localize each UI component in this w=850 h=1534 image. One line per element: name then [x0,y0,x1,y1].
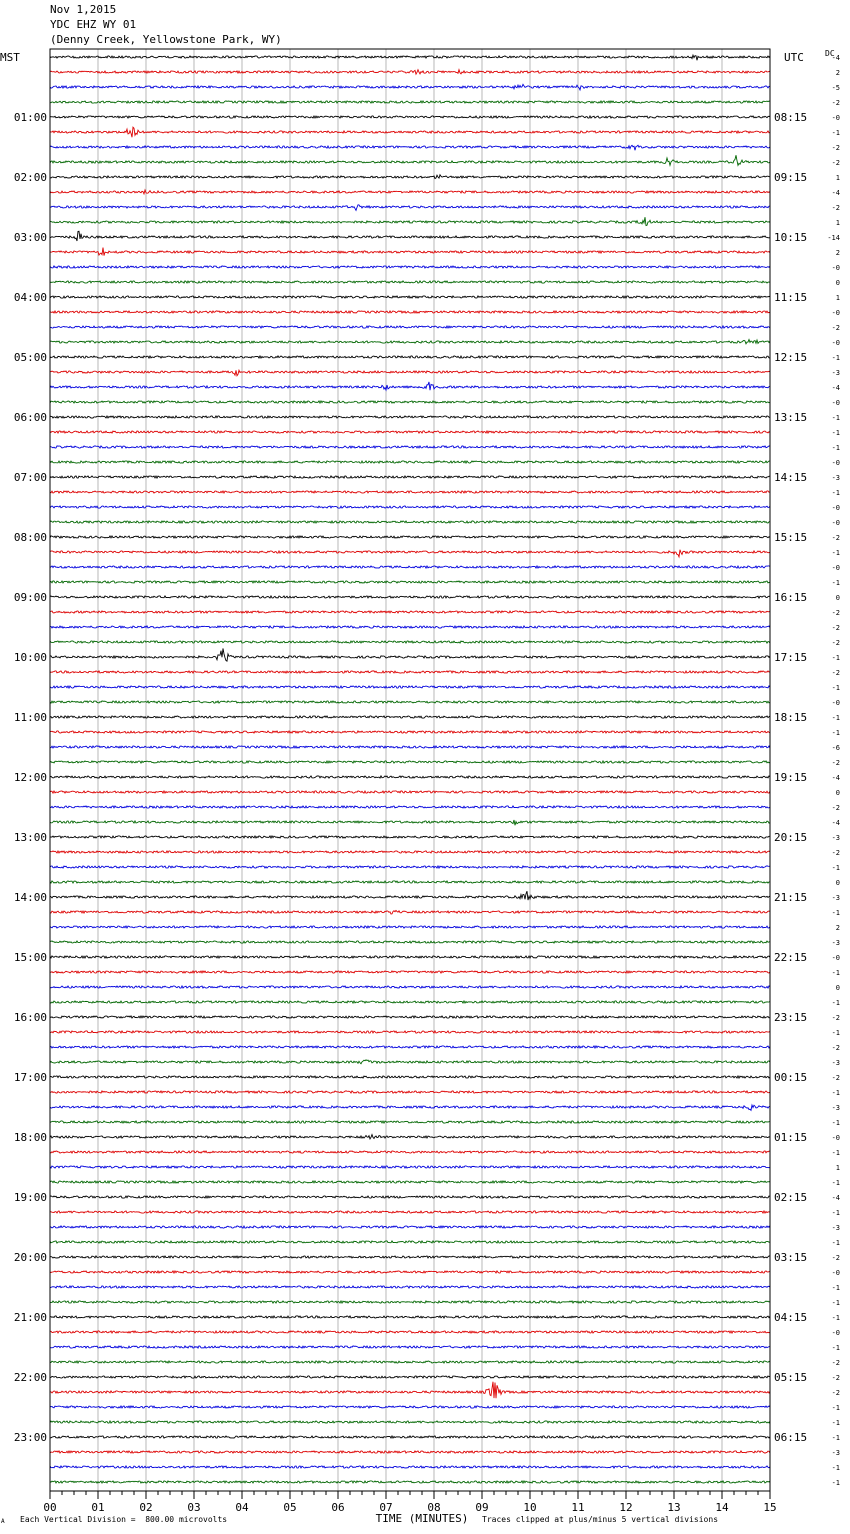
dc-offset-label: -1 [831,1419,840,1427]
seismic-trace [50,1001,770,1003]
dc-offset-label: -2 [831,324,840,332]
mst-hour-label: 11:00 [13,711,47,724]
dc-offset-label: -1 [831,354,840,362]
mst-hour-label: 16:00 [13,1011,47,1024]
seismic-trace [50,891,770,900]
seismic-trace [50,581,770,583]
seismic-trace [50,986,770,988]
chart-station: YDC EHZ WY 01 [50,18,137,31]
seismic-trace [50,1421,770,1423]
mst-hour-label: 12:00 [13,771,47,784]
mst-hour-label: 21:00 [13,1311,47,1324]
mst-axis-label: MST [0,51,20,64]
utc-hour-label: 16:15 [774,591,808,604]
utc-hour-label: 14:15 [774,471,808,484]
seismic-trace [50,596,770,598]
chart-location: (Denny Creek, Yellowstone Park, WY) [50,33,282,46]
x-tick-label: 08 [427,1501,441,1514]
x-tick-label: 02 [139,1501,153,1514]
mst-hour-label: 17:00 [13,1071,47,1084]
dc-offset-label: -1 [831,1029,840,1037]
dc-offset-label: -2 [831,144,840,152]
dc-offset-label: -1 [831,684,840,692]
seismic-trace [50,1105,770,1110]
seismic-trace [50,175,770,179]
seismic-trace [50,1316,770,1318]
dc-offset-label: 2 [835,69,840,77]
dc-offset-label: -2 [831,759,840,767]
seismic-trace [50,746,770,748]
seismic-trace [50,461,770,463]
seismic-trace [50,356,770,358]
seismic-trace [50,326,770,328]
dc-offset-label: -4 [831,54,840,62]
seismic-trace [50,1481,770,1483]
seismic-trace [50,820,770,825]
dc-offset-label: -1 [831,999,840,1007]
seismic-trace [50,340,770,344]
seismic-trace [50,1091,770,1093]
dc-offset-label: -5 [831,84,840,92]
dc-offset-label: -3 [831,474,840,482]
seismic-trace [50,1286,770,1288]
seismic-trace [50,1331,770,1333]
dc-offset-label: 2 [835,249,840,257]
dc-offset-label: -1 [831,1464,840,1472]
dc-offset-label: -4 [831,189,840,197]
clip-note: Traces clipped at plus/minus 5 vertical divisions [482,1515,719,1524]
seismic-trace [50,941,770,943]
dc-offset-label: -2 [831,624,840,632]
dc-offset-label: -2 [831,669,840,677]
dc-offset-label: -2 [831,1074,840,1082]
seismic-trace [50,205,770,211]
seismic-trace [50,1166,770,1168]
seismic-trace [50,416,770,418]
dc-offset-label: -2 [831,804,840,812]
dc-offset-label: -1 [831,1404,840,1412]
x-tick-label: 12 [619,1501,633,1514]
mst-hour-label: 04:00 [13,291,47,304]
mst-hour-label: 07:00 [13,471,47,484]
seismic-trace [50,1406,770,1408]
dc-offset-label: -4 [831,774,840,782]
dc-offset-label: -1 [831,909,840,917]
seismic-trace [50,881,770,883]
dc-offset-label: -2 [831,1359,840,1367]
dc-offset-label: -0 [831,564,840,572]
dc-offset-label: -3 [831,1224,840,1232]
dc-offset-label: -1 [831,969,840,977]
mst-hour-label: 20:00 [13,1251,47,1264]
dc-offset-label: -3 [831,939,840,947]
seismic-trace [50,806,770,808]
plot-frame [50,49,770,1491]
seismic-trace [50,311,770,313]
dc-offset-label: -1 [831,654,840,662]
dc-offset-label: 0 [835,594,840,602]
seismic-trace [50,536,770,538]
utc-hour-label: 10:15 [774,231,808,244]
x-tick-label: 09 [475,1501,489,1514]
axis-labels [0,49,840,1525]
dc-offset-label: -1 [831,1119,840,1127]
corner-mark: A [1,1518,5,1525]
dc-offset-label: -2 [831,99,840,107]
mst-hour-label: 09:00 [13,591,47,604]
utc-hour-label: 06:15 [774,1431,808,1444]
seismic-trace [50,1271,770,1273]
seismic-trace [50,956,770,958]
seismic-trace [50,446,770,448]
seismic-trace [50,217,770,225]
dc-offset-label: 1 [835,1164,840,1172]
dc-offset-label: -1 [831,1179,840,1187]
seismic-trace [50,1121,770,1123]
dc-offset-label: -0 [831,519,840,527]
seismic-trace [50,1376,770,1378]
dc-offset-label: -1 [831,444,840,452]
dc-offset-label: 0 [835,279,840,287]
utc-hour-label: 19:15 [774,771,808,784]
seismic-trace [50,641,770,643]
seismic-trace [50,1046,770,1048]
seismic-trace [50,476,770,478]
seismic-trace [50,1151,770,1153]
seismic-trace [50,701,770,703]
utc-hour-label: 02:15 [774,1191,808,1204]
x-tick-label: 06 [331,1501,345,1514]
seismic-trace [50,626,770,628]
dc-offset-label: 0 [835,789,840,797]
mst-hour-label: 14:00 [13,891,47,904]
dc-offset-label: -0 [831,339,840,347]
x-tick-label: 15 [763,1501,777,1514]
utc-hour-label: 18:15 [774,711,808,724]
dc-offset-label: -14 [827,234,840,242]
x-tick-label: 14 [715,1501,729,1514]
mst-hour-label: 15:00 [13,951,47,964]
dc-offset-label: -3 [831,894,840,902]
dc-offset-label: 2 [835,924,840,932]
dc-offset-label: -4 [831,819,840,827]
seismic-trace [50,70,770,74]
utc-hour-label: 05:15 [774,1371,808,1384]
seismic-trace [50,1256,770,1258]
seismic-trace [50,1346,770,1348]
seismic-trace [50,281,770,283]
dc-offset-label: -2 [831,609,840,617]
utc-hour-label: 08:15 [774,111,808,124]
dc-offset-label: -1 [831,864,840,872]
seismic-trace [50,731,770,733]
utc-hour-label: 23:15 [774,1011,808,1024]
x-axis-title: TIME (MINUTES) [375,1512,469,1525]
dc-header-label: DC [825,49,835,58]
dc-offset-label: -1 [831,1479,840,1487]
dc-offset-label: -6 [831,744,840,752]
dc-offset-label: -1 [831,1284,840,1292]
dc-offset-label: 1 [835,219,840,227]
dc-offset-label: -0 [831,459,840,467]
dc-offset-label: -0 [831,309,840,317]
utc-hour-label: 09:15 [774,171,808,184]
seismic-trace [50,491,770,493]
seismic-trace [50,248,770,256]
seismic-trace [50,1382,770,1398]
mst-hour-label: 13:00 [13,831,47,844]
seismic-trace [50,611,770,613]
seismic-traces [50,55,770,1483]
seismic-trace [50,1060,770,1064]
dc-offset-label: -0 [831,399,840,407]
seismic-trace [50,1211,770,1213]
seismic-trace [50,145,770,150]
seismic-trace [50,55,770,60]
utc-hour-label: 21:15 [774,891,808,904]
seismic-trace [50,851,770,853]
seismic-trace [50,971,770,973]
seismic-trace [50,101,770,103]
mst-hour-label: 02:00 [13,171,47,184]
dc-offset-label: -3 [831,369,840,377]
dc-offset-label: -4 [831,384,840,392]
seismic-trace [50,776,770,778]
utc-hour-label: 13:15 [774,411,808,424]
dc-offset-label: -3 [831,1104,840,1112]
dc-offset-label: 1 [835,174,840,182]
dc-offset-label: -1 [831,1434,840,1442]
dc-offset-label: -2 [831,849,840,857]
utc-hour-label: 00:15 [774,1071,808,1084]
x-tick-label: 05 [283,1501,297,1514]
dc-offset-label: -4 [831,1194,840,1202]
dc-offset-label: -2 [831,1389,840,1397]
dc-offset-label: -1 [831,1344,840,1352]
seismic-trace [50,127,770,137]
dc-offset-label: -2 [831,1374,840,1382]
seismic-trace [50,401,770,403]
grid-lines [98,49,722,1491]
dc-offset-label: -0 [831,699,840,707]
utc-hour-label: 20:15 [774,831,808,844]
seismic-trace [50,910,770,914]
dc-offset-label: -0 [831,1134,840,1142]
dc-offset-label: -1 [831,714,840,722]
dc-offset-label: -0 [831,504,840,512]
dc-offset-label: -3 [831,1059,840,1067]
utc-hour-label: 22:15 [774,951,808,964]
seismic-trace [50,716,770,718]
x-tick-label: 10 [523,1501,537,1514]
seismic-trace [50,1196,770,1198]
dc-offset-label: -1 [831,549,840,557]
seismic-trace [50,866,770,868]
seismic-trace [50,116,770,118]
x-tick-label: 07 [379,1501,393,1514]
seismic-trace [50,550,770,557]
dc-offset-label: -2 [831,639,840,647]
seismic-trace [50,1466,770,1468]
seismic-trace [50,648,770,661]
mst-hour-label: 03:00 [13,231,47,244]
dc-offset-label: -3 [831,834,840,842]
seismic-trace [50,1451,770,1453]
seismic-trace [50,370,770,376]
seismic-trace [50,1135,770,1139]
dc-offset-label: -1 [831,1089,840,1097]
seismic-trace [50,431,770,433]
mst-hour-label: 23:00 [13,1431,47,1444]
mst-hour-label: 10:00 [13,651,47,664]
seismic-trace [50,1181,770,1183]
seismic-trace [50,84,770,90]
mst-hour-label: 19:00 [13,1191,47,1204]
dc-offset-label: -1 [831,489,840,497]
seismic-trace [50,266,770,268]
dc-offset-label: 0 [835,879,840,887]
seismic-trace [50,1361,770,1363]
dc-offset-label: -2 [831,159,840,167]
dc-offset-label: -2 [831,204,840,212]
seismic-trace [50,566,770,568]
mst-hour-label: 18:00 [13,1131,47,1144]
dc-offset-label: -1 [831,1149,840,1157]
mst-hour-label: 06:00 [13,411,47,424]
seismic-trace [50,686,770,688]
x-tick-label: 01 [91,1501,105,1514]
scale-note: Each Vertical Division = 800.00 microvolts [20,1515,228,1524]
x-tick-label: 03 [187,1501,201,1514]
x-tick-label: 00 [43,1501,57,1514]
seismic-trace [50,231,770,241]
utc-hour-label: 15:15 [774,531,808,544]
seismic-trace [50,671,770,673]
seismic-trace [50,1076,770,1078]
dc-offset-label: -1 [831,1299,840,1307]
utc-hour-label: 17:15 [774,651,808,664]
utc-hour-label: 11:15 [774,291,808,304]
utc-hour-label: 01:15 [774,1131,808,1144]
dc-offset-label: -0 [831,1269,840,1277]
seismic-trace [50,791,770,793]
dc-offset-label: -1 [831,429,840,437]
seismic-trace [50,1031,770,1033]
dc-offset-label: -1 [831,414,840,422]
dc-offset-label: 0 [835,984,840,992]
mst-hour-label: 05:00 [13,351,47,364]
seismic-trace [50,296,770,298]
utc-axis-label: UTC [784,51,804,64]
seismic-trace [50,926,770,928]
mst-hour-label: 01:00 [13,111,47,124]
seismic-trace [50,1241,770,1243]
chart-date: Nov 1,2015 [50,3,117,16]
dc-offset-label: -0 [831,264,840,272]
dc-offset-label: -1 [831,1209,840,1217]
utc-hour-label: 03:15 [774,1251,808,1264]
seismic-trace [50,1301,770,1303]
mst-hour-label: 08:00 [13,531,47,544]
seismic-trace [50,382,770,390]
dc-offset-label: -1 [831,129,840,137]
dc-offset-label: -2 [831,1254,840,1262]
seismic-trace [50,190,770,194]
seismic-trace [50,761,770,763]
dc-offset-label: -2 [831,1014,840,1022]
mst-hour-label: 22:00 [13,1371,47,1384]
dc-offset-label: 1 [835,294,840,302]
dc-offset-label: -0 [831,114,840,122]
dc-offset-label: -1 [831,579,840,587]
seismic-trace [50,155,770,165]
x-tick-label: 11 [571,1501,585,1514]
seismic-trace [50,1436,770,1438]
dc-offset-label: -3 [831,1449,840,1457]
dc-offset-label: -1 [831,1239,840,1247]
x-tick-label: 04 [235,1501,249,1514]
x-tick-label: 13 [667,1501,681,1514]
dc-offset-label: -2 [831,534,840,542]
seismic-trace [50,521,770,523]
dc-offset-label: -2 [831,1044,840,1052]
seismic-trace [50,506,770,508]
seismic-trace [50,836,770,838]
dc-offset-label: -1 [831,1314,840,1322]
utc-hour-label: 12:15 [774,351,808,364]
dc-offset-label: -0 [831,1329,840,1337]
seismic-trace [50,1016,770,1018]
dc-offset-label: -1 [831,729,840,737]
dc-offset-label: -0 [831,954,840,962]
utc-hour-label: 04:15 [774,1311,808,1324]
seismic-trace [50,1226,770,1228]
